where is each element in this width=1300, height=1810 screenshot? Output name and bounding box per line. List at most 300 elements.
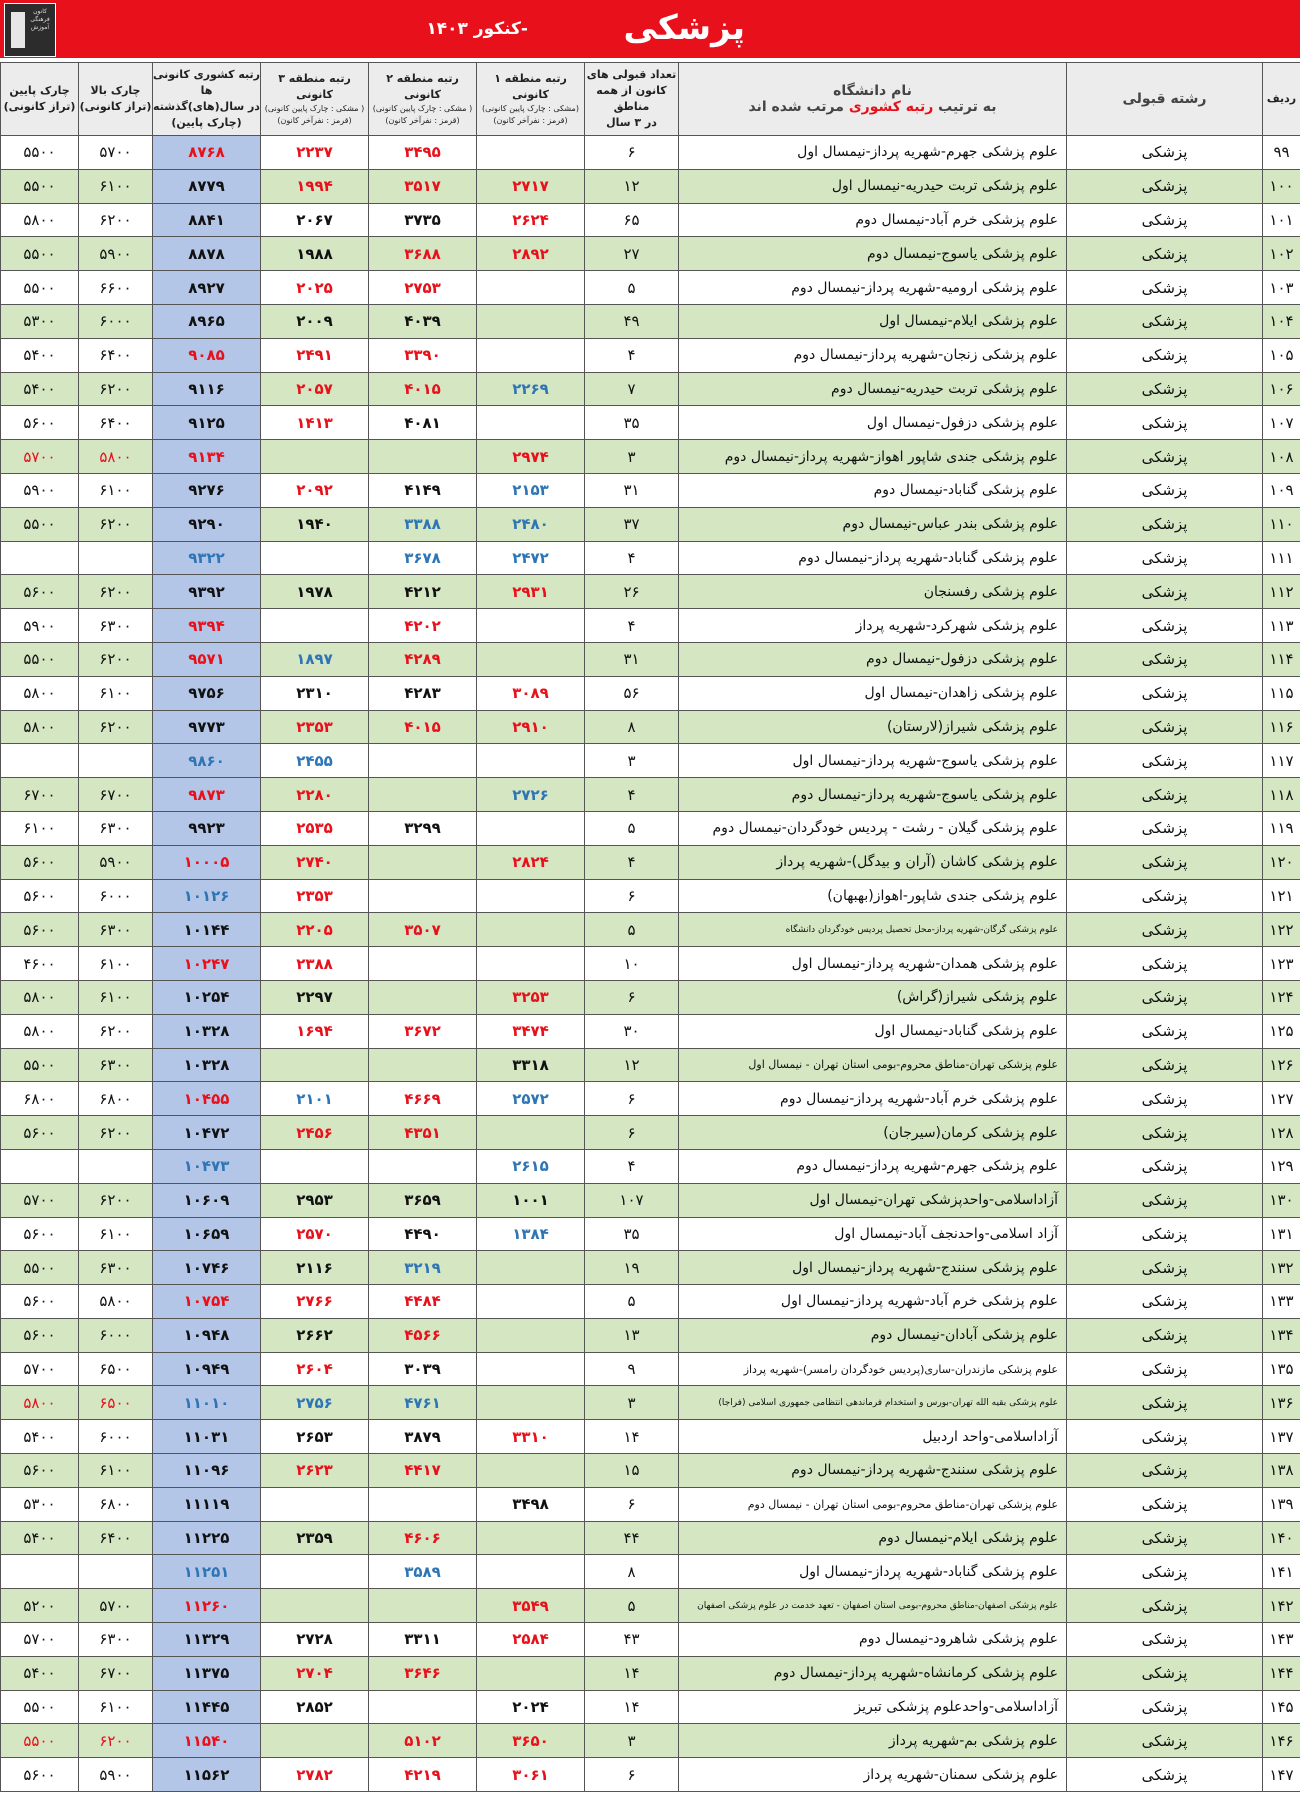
region3-rank-cell — [261, 1724, 369, 1758]
university-cell: علوم پزشکی جندی شاپور اهواز-شهریه پرداز-نیمسال دوم — [679, 440, 1067, 474]
national-rank-cell: ۹۲۹۰ — [153, 507, 261, 541]
university-cell: علوم پزشکی یاسوج-شهریه پرداز-نیمسال اول — [679, 744, 1067, 778]
lower-quartile-cell: ۵۷۰۰ — [1, 1183, 79, 1217]
field-cell: پزشکی — [1067, 744, 1263, 778]
count-cell: ۴۹ — [585, 304, 679, 338]
table-row — [1, 1386, 1300, 1420]
row-number-cell: ۱۰۰ — [1263, 169, 1300, 203]
region2-rank-cell — [369, 440, 477, 474]
lower-quartile-cell — [1, 1555, 79, 1589]
university-cell: علوم پزشکی گناباد-شهریه پرداز-نیمسال دوم — [679, 541, 1067, 575]
university-cell: علوم پزشکی ایلام-نیمسال دوم — [679, 1521, 1067, 1555]
university-cell: علوم پزشکی کرمانشاه-شهریه پرداز-نیمسال دوم — [679, 1656, 1067, 1690]
region2-rank-cell — [369, 744, 477, 778]
field-cell: پزشکی — [1067, 1082, 1263, 1116]
row-number-cell: ۱۲۲ — [1263, 913, 1300, 947]
university-cell: علوم پزشکی رفسنجان — [679, 575, 1067, 609]
national-rank-cell: ۹۰۸۵ — [153, 338, 261, 372]
lower-quartile-cell: ۶۸۰۰ — [1, 1082, 79, 1116]
region3-rank-cell: ۲۶۰۴ — [261, 1352, 369, 1386]
count-cell: ۷ — [585, 372, 679, 406]
table-row — [1, 1521, 1300, 1555]
lower-quartile-cell: ۶۷۰۰ — [1, 778, 79, 812]
lower-quartile-cell: ۵۶۰۰ — [1, 913, 79, 947]
table-row — [1, 1014, 1300, 1048]
upper-quartile-cell — [79, 1555, 153, 1589]
national-rank-cell: ۹۱۲۵ — [153, 406, 261, 440]
row-number-cell: ۱۰۸ — [1263, 440, 1300, 474]
upper-quartile-cell: ۶۱۰۰ — [79, 1454, 153, 1488]
university-cell: علوم پزشکی بقیه الله تهران-بورس و استخدام فرماندهی انتظامی جمهوری اسلامی (فراجا) — [679, 1386, 1067, 1420]
region3-rank-cell: ۲۸۵۲ — [261, 1690, 369, 1724]
row-number-cell: ۱۱۹ — [1263, 811, 1300, 845]
table-row — [1, 710, 1300, 744]
row-number-cell: ۱۱۰ — [1263, 507, 1300, 541]
row-number-cell: ۱۳۴ — [1263, 1318, 1300, 1352]
region1-rank-cell: ۱۰۰۱ — [477, 1183, 585, 1217]
region1-rank-cell: ۲۵۷۲ — [477, 1082, 585, 1116]
region1-rank-cell: ۲۸۹۲ — [477, 237, 585, 271]
upper-quartile-cell: ۶۷۰۰ — [79, 1656, 153, 1690]
region2-rank-cell — [369, 845, 477, 879]
row-number-cell: ۱۳۱ — [1263, 1217, 1300, 1251]
university-cell: آزاداسلامی-واحدپزشکی تهران-نیمسال اول — [679, 1183, 1067, 1217]
field-cell: پزشکی — [1067, 1183, 1263, 1217]
field-cell: پزشکی — [1067, 1420, 1263, 1454]
region2-rank-cell: ۴۲۱۹ — [369, 1758, 477, 1792]
national-rank-cell: ۸۷۷۹ — [153, 169, 261, 203]
region3-rank-cell: ۲۲۸۰ — [261, 778, 369, 812]
lower-quartile-cell: ۵۴۰۰ — [1, 1420, 79, 1454]
table-row — [1, 811, 1300, 845]
row-number-cell: ۱۰۲ — [1263, 237, 1300, 271]
lower-quartile-cell: ۵۴۰۰ — [1, 372, 79, 406]
national-rank-cell: ۹۱۳۴ — [153, 440, 261, 474]
row-number-cell: ۱۰۱ — [1263, 203, 1300, 237]
upper-quartile-cell: ۶۰۰۰ — [79, 1420, 153, 1454]
table-row — [1, 304, 1300, 338]
count-cell: ۱۹ — [585, 1251, 679, 1285]
row-number-cell: ۱۱۴ — [1263, 642, 1300, 676]
row-number-cell: ۱۲۳ — [1263, 947, 1300, 981]
table-row — [1, 1555, 1300, 1589]
region3-rank-cell: ۱۶۹۴ — [261, 1014, 369, 1048]
lower-quartile-cell: ۵۶۰۰ — [1, 1116, 79, 1150]
national-rank-cell: ۱۰۳۲۸ — [153, 1048, 261, 1082]
region1-rank-cell — [477, 338, 585, 372]
field-cell: پزشکی — [1067, 1149, 1263, 1183]
row-number-cell: ۱۲۱ — [1263, 879, 1300, 913]
field-cell: پزشکی — [1067, 676, 1263, 710]
university-cell: علوم پزشکی خرم آباد-نیمسال دوم — [679, 203, 1067, 237]
upper-quartile-cell: ۶۰۰۰ — [79, 1318, 153, 1352]
count-cell: ۵ — [585, 1285, 679, 1319]
region1-rank-cell: ۳۵۴۹ — [477, 1589, 585, 1623]
region2-rank-cell — [369, 778, 477, 812]
field-cell: پزشکی — [1067, 1116, 1263, 1150]
national-rank-cell: ۱۱۰۹۶ — [153, 1454, 261, 1488]
count-cell: ۲۶ — [585, 575, 679, 609]
lower-quartile-cell: ۵۵۰۰ — [1, 271, 79, 305]
lower-quartile-cell: ۵۶۰۰ — [1, 406, 79, 440]
national-rank-cell: ۹۳۲۲ — [153, 541, 261, 575]
upper-quartile-cell: ۶۳۰۰ — [79, 609, 153, 643]
count-cell: ۴ — [585, 338, 679, 372]
lower-quartile-cell — [1, 1149, 79, 1183]
table-row — [1, 1420, 1300, 1454]
row-number-cell: ۱۳۳ — [1263, 1285, 1300, 1319]
count-cell: ۴ — [585, 1149, 679, 1183]
kanoon-logo — [4, 3, 56, 57]
count-cell: ۳۰ — [585, 1014, 679, 1048]
upper-quartile-cell: ۵۹۰۰ — [79, 1758, 153, 1792]
lower-quartile-cell: ۵۷۰۰ — [1, 1352, 79, 1386]
table-row — [1, 237, 1300, 271]
count-cell: ۳۵ — [585, 406, 679, 440]
university-cell: علوم پزشکی مازندران-ساری(پردیس خودگردان رامسر)-شهریه پرداز — [679, 1352, 1067, 1386]
table-row — [1, 575, 1300, 609]
field-cell: پزشکی — [1067, 710, 1263, 744]
region3-rank-cell: ۱۸۹۷ — [261, 642, 369, 676]
region2-rank-cell: ۳۲۱۹ — [369, 1251, 477, 1285]
table-row — [1, 1724, 1300, 1758]
national-rank-cell: ۱۱۳۷۵ — [153, 1656, 261, 1690]
region3-rank-cell: ۲۷۰۴ — [261, 1656, 369, 1690]
region3-rank-cell: ۲۰۰۹ — [261, 304, 369, 338]
university-cell: علوم پزشکی خرم آباد-شهریه پرداز-نیمسال دوم — [679, 1082, 1067, 1116]
region2-rank-cell: ۳۵۸۹ — [369, 1555, 477, 1589]
table-row — [1, 609, 1300, 643]
row-number-cell: ۱۰۴ — [1263, 304, 1300, 338]
national-rank-cell: ۹۹۲۳ — [153, 811, 261, 845]
region1-rank-cell: ۳۴۹۸ — [477, 1487, 585, 1521]
region3-rank-cell: ۲۱۰۱ — [261, 1082, 369, 1116]
upper-quartile-cell: ۵۹۰۰ — [79, 237, 153, 271]
field-cell: پزشکی — [1067, 575, 1263, 609]
region2-rank-cell: ۴۰۱۵ — [369, 710, 477, 744]
results-table — [0, 62, 1300, 1792]
upper-quartile-cell: ۶۵۰۰ — [79, 1352, 153, 1386]
national-rank-cell: ۹۷۵۶ — [153, 676, 261, 710]
count-cell: ۱۲ — [585, 169, 679, 203]
region1-rank-cell: ۳۰۸۹ — [477, 676, 585, 710]
field-cell: پزشکی — [1067, 440, 1263, 474]
national-rank-cell: ۸۸۴۱ — [153, 203, 261, 237]
upper-quartile-cell: ۶۱۰۰ — [79, 980, 153, 1014]
title-bar — [0, 0, 1300, 58]
national-rank-cell: ۸۹۲۷ — [153, 271, 261, 305]
university-cell: علوم پزشکی یاسوج-شهریه پرداز-نیمسال دوم — [679, 778, 1067, 812]
count-cell: ۶ — [585, 136, 679, 170]
region2-rank-cell: ۳۲۹۹ — [369, 811, 477, 845]
university-cell: علوم پزشکی شاهرود-نیمسال دوم — [679, 1623, 1067, 1657]
upper-quartile-cell: ۵۷۰۰ — [79, 136, 153, 170]
region2-rank-cell — [369, 1690, 477, 1724]
university-cell: علوم پزشکی بندر عباس-نیمسال دوم — [679, 507, 1067, 541]
row-number-cell: ۱۴۱ — [1263, 1555, 1300, 1589]
region3-rank-cell: ۲۳۸۸ — [261, 947, 369, 981]
university-cell: علوم پزشکی شهرکرد-شهریه پرداز — [679, 609, 1067, 643]
upper-quartile-cell: ۶۲۰۰ — [79, 372, 153, 406]
lower-quartile-cell: ۵۵۰۰ — [1, 136, 79, 170]
field-cell: پزشکی — [1067, 1285, 1263, 1319]
university-cell: علوم پزشکی شیراز(لارستان) — [679, 710, 1067, 744]
col-header-row-number: ردیف — [1263, 63, 1300, 136]
region1-rank-cell: ۲۴۷۲ — [477, 541, 585, 575]
university-cell: علوم پزشکی دزفول-نیمسال دوم — [679, 642, 1067, 676]
region1-rank-cell: ۳۰۶۱ — [477, 1758, 585, 1792]
region1-rank-cell — [477, 879, 585, 913]
region3-rank-cell: ۲۳۵۹ — [261, 1521, 369, 1555]
region1-rank-cell: ۲۹۷۴ — [477, 440, 585, 474]
region1-rank-cell — [477, 1656, 585, 1690]
field-cell: پزشکی — [1067, 1352, 1263, 1386]
count-cell: ۵ — [585, 913, 679, 947]
count-cell: ۵ — [585, 1589, 679, 1623]
field-cell: پزشکی — [1067, 1487, 1263, 1521]
row-number-cell: ۹۹ — [1263, 136, 1300, 170]
upper-quartile-cell: ۶۴۰۰ — [79, 1521, 153, 1555]
table-row — [1, 203, 1300, 237]
field-cell: پزشکی — [1067, 1048, 1263, 1082]
lower-quartile-cell: ۵۵۰۰ — [1, 1724, 79, 1758]
count-cell: ۶ — [585, 1082, 679, 1116]
national-rank-cell: ۸۷۶۸ — [153, 136, 261, 170]
row-number-cell: ۱۲۶ — [1263, 1048, 1300, 1082]
region3-rank-cell: ۲۵۳۵ — [261, 811, 369, 845]
row-number-cell: ۱۱۶ — [1263, 710, 1300, 744]
national-rank-cell: ۱۰۲۵۴ — [153, 980, 261, 1014]
region3-rank-cell: ۱۹۴۰ — [261, 507, 369, 541]
region1-rank-cell — [477, 1116, 585, 1150]
row-number-cell: ۱۲۴ — [1263, 980, 1300, 1014]
table-row — [1, 406, 1300, 440]
lower-quartile-cell: ۵۶۰۰ — [1, 575, 79, 609]
university-cell: علوم پزشکی زنجان-شهریه پرداز-نیمسال دوم — [679, 338, 1067, 372]
university-cell: علوم پزشکی جهرم-شهریه پرداز-نیمسال اول — [679, 136, 1067, 170]
row-number-cell: ۱۰۷ — [1263, 406, 1300, 440]
table-row — [1, 642, 1300, 676]
region2-rank-cell: ۴۲۱۲ — [369, 575, 477, 609]
upper-quartile-cell: ۶۷۰۰ — [79, 778, 153, 812]
national-rank-cell: ۹۸۷۳ — [153, 778, 261, 812]
count-cell: ۳ — [585, 1386, 679, 1420]
table-row — [1, 1352, 1300, 1386]
region2-rank-cell: ۲۷۵۳ — [369, 271, 477, 305]
national-rank-cell: ۱۰۱۲۶ — [153, 879, 261, 913]
lower-quartile-cell: ۵۳۰۰ — [1, 1487, 79, 1521]
region2-rank-cell: ۴۳۵۱ — [369, 1116, 477, 1150]
region2-rank-cell: ۳۵۰۷ — [369, 913, 477, 947]
table-row — [1, 541, 1300, 575]
field-cell: پزشکی — [1067, 541, 1263, 575]
region2-rank-cell — [369, 879, 477, 913]
field-cell: پزشکی — [1067, 406, 1263, 440]
university-cell: علوم پزشکی یاسوج-نیمسال دوم — [679, 237, 1067, 271]
row-number-cell: ۱۳۷ — [1263, 1420, 1300, 1454]
region2-rank-cell: ۴۶۰۶ — [369, 1521, 477, 1555]
region3-rank-cell — [261, 1048, 369, 1082]
row-number-cell: ۱۲۷ — [1263, 1082, 1300, 1116]
col-header-region3: رتبه منطقه ۳ کانونی ( مشکی : چارک پایین کانونی) (قرمز : نفرآخر کانون) — [261, 63, 369, 136]
upper-quartile-cell: ۶۱۰۰ — [79, 1690, 153, 1724]
national-rank-cell: ۱۱۲۲۵ — [153, 1521, 261, 1555]
table-row — [1, 440, 1300, 474]
upper-quartile-cell: ۶۰۰۰ — [79, 304, 153, 338]
region1-rank-cell: ۲۶۱۵ — [477, 1149, 585, 1183]
region2-rank-cell: ۳۸۷۹ — [369, 1420, 477, 1454]
region2-rank-cell: ۳۷۳۵ — [369, 203, 477, 237]
region3-rank-cell: ۲۷۲۸ — [261, 1623, 369, 1657]
region2-rank-cell: ۴۱۴۹ — [369, 473, 477, 507]
region3-rank-cell — [261, 440, 369, 474]
region1-rank-cell — [477, 1285, 585, 1319]
region2-rank-cell: ۴۶۶۹ — [369, 1082, 477, 1116]
region2-rank-cell: ۳۶۷۸ — [369, 541, 477, 575]
upper-quartile-cell: ۵۹۰۰ — [79, 845, 153, 879]
university-cell: علوم پزشکی شیراز(گراش) — [679, 980, 1067, 1014]
count-cell: ۶۵ — [585, 203, 679, 237]
upper-quartile-cell: ۵۷۰۰ — [79, 1589, 153, 1623]
region3-rank-cell: ۲۶۶۲ — [261, 1318, 369, 1352]
region2-rank-cell: ۳۶۷۲ — [369, 1014, 477, 1048]
region2-rank-cell — [369, 1487, 477, 1521]
upper-quartile-cell: ۶۴۰۰ — [79, 406, 153, 440]
count-cell: ۱۲ — [585, 1048, 679, 1082]
field-cell: پزشکی — [1067, 1623, 1263, 1657]
national-rank-cell: ۱۰۰۰۵ — [153, 845, 261, 879]
table-row — [1, 1251, 1300, 1285]
region1-rank-cell — [477, 271, 585, 305]
field-cell: پزشکی — [1067, 271, 1263, 305]
row-number-cell: ۱۴۷ — [1263, 1758, 1300, 1792]
table-row — [1, 1149, 1300, 1183]
lower-quartile-cell: ۵۴۰۰ — [1, 338, 79, 372]
row-number-cell: ۱۴۶ — [1263, 1724, 1300, 1758]
table-row — [1, 1183, 1300, 1217]
table-row — [1, 980, 1300, 1014]
table-body — [1, 136, 1300, 1792]
region2-rank-cell: ۴۰۱۵ — [369, 372, 477, 406]
region1-rank-cell: ۲۵۸۴ — [477, 1623, 585, 1657]
upper-quartile-cell: ۶۶۰۰ — [79, 271, 153, 305]
field-cell: پزشکی — [1067, 1521, 1263, 1555]
table-row — [1, 169, 1300, 203]
national-rank-cell: ۱۰۴۷۲ — [153, 1116, 261, 1150]
national-rank-cell: ۱۰۶۵۹ — [153, 1217, 261, 1251]
count-cell: ۴۳ — [585, 1623, 679, 1657]
count-cell: ۱۴ — [585, 1690, 679, 1724]
region3-rank-cell: ۲۲۹۷ — [261, 980, 369, 1014]
region3-rank-cell: ۲۳۵۳ — [261, 879, 369, 913]
upper-quartile-cell: ۶۲۰۰ — [79, 642, 153, 676]
region1-rank-cell: ۲۹۱۰ — [477, 710, 585, 744]
region2-rank-cell: ۴۰۸۱ — [369, 406, 477, 440]
region2-rank-cell: ۳۶۸۸ — [369, 237, 477, 271]
region3-rank-cell: ۲۷۶۶ — [261, 1285, 369, 1319]
field-cell: پزشکی — [1067, 169, 1263, 203]
region2-rank-cell: ۴۴۱۷ — [369, 1454, 477, 1488]
count-cell: ۴۴ — [585, 1521, 679, 1555]
region1-rank-cell: ۳۲۵۳ — [477, 980, 585, 1014]
university-cell: علوم پزشکی گناباد-شهریه پرداز-نیمسال اول — [679, 1555, 1067, 1589]
region2-rank-cell: ۳۳۸۸ — [369, 507, 477, 541]
logo-text: کانون فرهنگی آموزش — [30, 8, 50, 31]
table-row — [1, 947, 1300, 981]
region3-rank-cell: ۲۴۵۶ — [261, 1116, 369, 1150]
region1-rank-cell: ۲۹۳۱ — [477, 575, 585, 609]
upper-quartile-cell: ۶۴۰۰ — [79, 338, 153, 372]
count-cell: ۸ — [585, 1555, 679, 1589]
upper-quartile-cell: ۶۲۰۰ — [79, 203, 153, 237]
lower-quartile-cell — [1, 541, 79, 575]
university-cell: علوم پزشکی تهران-مناطق محروم-بومی استان تهران - نیمسال دوم — [679, 1487, 1067, 1521]
lower-quartile-cell: ۵۶۰۰ — [1, 1217, 79, 1251]
upper-quartile-cell: ۶۲۰۰ — [79, 575, 153, 609]
upper-quartile-cell: ۶۳۰۰ — [79, 1623, 153, 1657]
region1-rank-cell: ۳۶۵۰ — [477, 1724, 585, 1758]
lower-quartile-cell: ۵۵۰۰ — [1, 507, 79, 541]
field-cell: پزشکی — [1067, 811, 1263, 845]
count-cell: ۱۰ — [585, 947, 679, 981]
field-cell: پزشکی — [1067, 203, 1263, 237]
lower-quartile-cell: ۵۸۰۰ — [1, 710, 79, 744]
table-row — [1, 1487, 1300, 1521]
row-number-cell: ۱۱۳ — [1263, 609, 1300, 643]
region1-rank-cell — [477, 642, 585, 676]
national-rank-cell: ۹۳۹۴ — [153, 609, 261, 643]
university-cell: علوم پزشکی زاهدان-نیمسال اول — [679, 676, 1067, 710]
table-row — [1, 473, 1300, 507]
national-rank-cell: ۱۰۹۴۸ — [153, 1318, 261, 1352]
field-cell: پزشکی — [1067, 1589, 1263, 1623]
region1-rank-cell: ۳۴۷۴ — [477, 1014, 585, 1048]
region1-rank-cell: ۳۳۱۰ — [477, 1420, 585, 1454]
upper-quartile-cell: ۵۸۰۰ — [79, 1285, 153, 1319]
upper-quartile-cell: ۶۸۰۰ — [79, 1082, 153, 1116]
lower-quartile-cell — [1, 744, 79, 778]
region2-rank-cell: ۴۷۶۱ — [369, 1386, 477, 1420]
region2-rank-cell: ۴۰۳۹ — [369, 304, 477, 338]
table-row — [1, 1318, 1300, 1352]
lower-quartile-cell: ۵۸۰۰ — [1, 203, 79, 237]
region1-rank-cell — [477, 1454, 585, 1488]
university-cell: علوم پزشکی گیلان - رشت - پردیس خودگردان-نیمسال دوم — [679, 811, 1067, 845]
region1-rank-cell — [477, 1352, 585, 1386]
region1-rank-cell — [477, 304, 585, 338]
lower-quartile-cell: ۵۹۰۰ — [1, 609, 79, 643]
upper-quartile-cell: ۶۰۰۰ — [79, 879, 153, 913]
table-row — [1, 372, 1300, 406]
national-rank-cell: ۸۸۷۸ — [153, 237, 261, 271]
field-cell: پزشکی — [1067, 1555, 1263, 1589]
table-row — [1, 778, 1300, 812]
table-row — [1, 845, 1300, 879]
lower-quartile-cell: ۵۶۰۰ — [1, 1285, 79, 1319]
upper-quartile-cell: ۶۱۰۰ — [79, 473, 153, 507]
table-row — [1, 1656, 1300, 1690]
university-cell: علوم پزشکی دزفول-نیمسال اول — [679, 406, 1067, 440]
region1-rank-cell — [477, 811, 585, 845]
count-cell: ۳۱ — [585, 473, 679, 507]
count-cell: ۴ — [585, 778, 679, 812]
national-rank-cell: ۱۱۱۱۹ — [153, 1487, 261, 1521]
field-cell: پزشکی — [1067, 507, 1263, 541]
university-cell: علوم پزشکی آبادان-نیمسال دوم — [679, 1318, 1067, 1352]
table-row — [1, 1217, 1300, 1251]
region3-rank-cell: ۲۱۱۶ — [261, 1251, 369, 1285]
region2-rank-cell: ۴۴۸۴ — [369, 1285, 477, 1319]
